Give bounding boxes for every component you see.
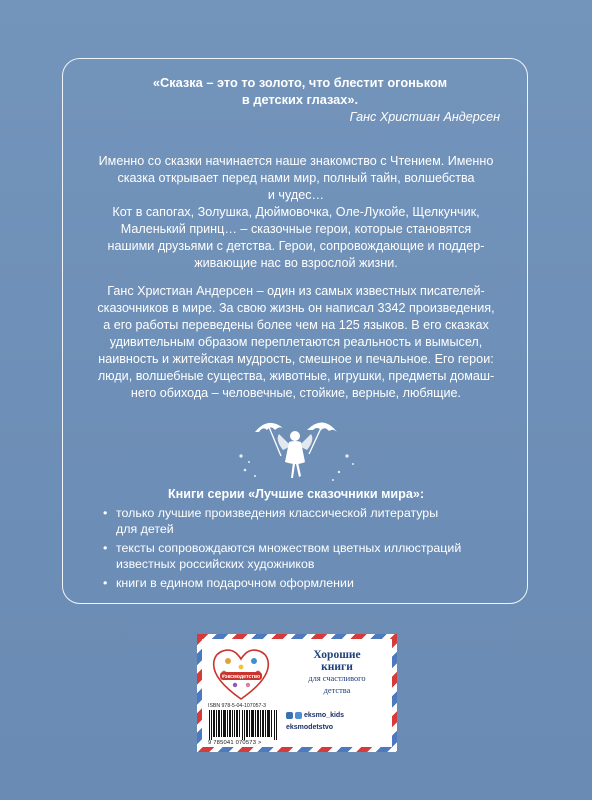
list-item	[100, 540, 500, 572]
paragraph-line: него обихода – человечные, стойкие, верные, любящие.	[130, 386, 462, 400]
paragraph-line: и чудес…	[267, 188, 325, 202]
vk-icon[interactable]	[286, 712, 293, 719]
social-row	[286, 721, 386, 733]
paragraph-line: Именно со сказки начинается наше знакомство с Чтением. Именно	[98, 154, 494, 168]
paragraph-line: Кот в сапогах, Золушка, Дюймовочка, Оле-Лукойе, Щелкунчик,	[112, 205, 480, 219]
slogan	[288, 649, 386, 697]
social-account[interactable]: eksmodetstvo	[286, 723, 334, 731]
envelope-inner	[202, 639, 392, 747]
list-item	[100, 575, 500, 591]
social-account[interactable]: eksmo_kids	[304, 711, 345, 719]
quote-line-2: в детских глазах».	[241, 92, 359, 107]
paragraph-andersen	[88, 283, 504, 402]
bullet-icon: •	[103, 576, 108, 590]
paragraph-line: сказка открывает перед нами мир, полный тайн, волшебства	[117, 171, 475, 185]
publisher-envelope-badge	[197, 634, 397, 752]
social-links	[286, 709, 386, 733]
bullet-icon: •	[103, 506, 108, 520]
paragraph-line: Маленький принц… – сказочные герои, которые становятся	[120, 222, 472, 236]
series-heading: Книги серии «Лучшие сказочники мира»:	[167, 487, 425, 501]
list-item-line: книги в едином подарочном оформлении	[116, 576, 354, 590]
isbn-text: ISBN 978-5-04-107057-3	[208, 703, 266, 709]
epigraph-quote	[100, 74, 500, 108]
paragraph-intro	[88, 153, 504, 272]
barcode-number: 9 785041 070573 >	[208, 740, 262, 746]
barcode-icon	[208, 710, 280, 740]
bullet-icon: •	[103, 541, 108, 555]
quote-author: Ганс Христиан Андерсен	[349, 110, 500, 124]
barcode-block	[208, 703, 280, 747]
heart-logo-icon	[210, 645, 272, 701]
slogan-line-4: детства	[323, 686, 351, 695]
paragraph-line: Ганс Христиан Андерсен – один из самых известных писателей-	[107, 284, 485, 298]
slogan-line-3: для счастливого	[308, 674, 366, 683]
paragraph-line: наивность и житейская мудрость, смешное и печальное. Его герои:	[98, 352, 494, 366]
paragraph-line: нашими друзьями с детства. Герои, сопровождающие и поддер-	[107, 239, 485, 253]
list-item	[100, 505, 500, 537]
paragraph-line: сказочников в мире. За свою жизнь он написал 3342 произведения,	[97, 301, 495, 315]
paragraph-line: а его работы переведены более чем на 125 языков. В его сказках	[103, 318, 489, 332]
paragraph-line: живающие нас во взрослой жизни.	[194, 256, 398, 270]
paragraph-line: удивительным образом переплетаются реальность и вымысел,	[109, 335, 483, 349]
paragraph-line: люди, волшебные существа, животные, игрушки, предметы домаш-	[97, 369, 495, 383]
list-item-line: только лучшие произведения классической литературы	[116, 506, 439, 520]
quote-line-1: «Сказка – это то золото, что блестит огоньком	[152, 75, 448, 90]
series-features-list	[100, 505, 500, 594]
hashtag-label: #эксмодетство	[221, 674, 261, 680]
fairy-with-umbrellas-illustration	[235, 410, 357, 482]
slogan-line-1: Хорошие	[313, 649, 361, 661]
slogan-line-2: книги	[321, 661, 353, 673]
list-item-line: для детей	[116, 522, 174, 536]
social-row	[286, 709, 386, 721]
list-item-line: известных российских художников	[116, 557, 315, 571]
list-item-line: тексты сопровождаются множеством цветных иллюстраций	[116, 541, 462, 555]
telegram-icon[interactable]	[295, 712, 302, 719]
